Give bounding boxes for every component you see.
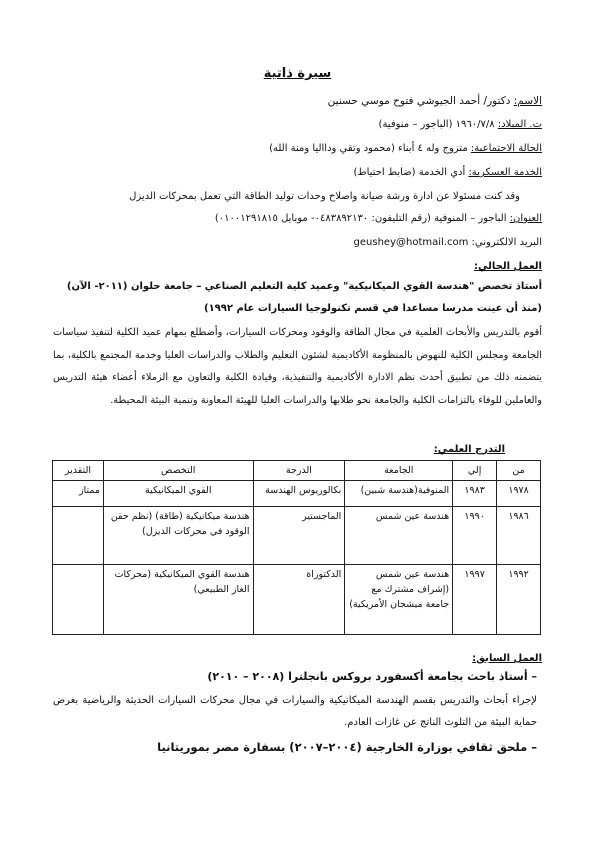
cell-degree: بكالوريوس الهندسة (253, 481, 345, 507)
cell-university: هندسة عين شمس (345, 507, 453, 565)
cell-specialization: هندسة القوي الميكانيكية (محركات الغاز الطبيعي) (103, 565, 253, 635)
col-header-specialization: التخصص (103, 461, 253, 481)
page-title: سيرة ذاتية (263, 66, 332, 81)
current-job-description: أقوم بالتدريس والأبحاث العلمية في مجال الطاقة والوقود ومحركات السيارات، وأضطلع بمهام عميد الكلية لتنفيذ سياسات الجامعة ومجلس الكلية للنهوض بالمنظومة الأكاديمية لشئون التعليم والطلاب والدراسات العليا وخدمة المجتمع بالكلية، بما يتضمنه ذلك من تطبيق أحدث نظم الادارة الأكاديمية والتنفيذية، وقيادة الكلية والتعاون مع الزملاء أعضاء هيئة التدريس والعاملين للوفاء بالتزامات الكلية والجامعة نحو طلابها والدراسات العليا للهيئة المعاونة وتنمية البيئة المحيطة. (53, 327, 542, 406)
cell-degree: الدكتوراة (253, 565, 345, 635)
military-value: أدي الخدمة (ضابط احتياط) (353, 167, 469, 178)
military-label: الخدمة العسكرية: (468, 167, 542, 178)
birth-line (53, 118, 542, 132)
cell-grade (53, 507, 104, 565)
table-row (53, 481, 541, 507)
table-header-row (53, 461, 541, 481)
cell-grade: ممتاز (53, 481, 104, 507)
cell-from: ١٩٨٦ (497, 507, 541, 565)
previous-job-1-title: – أستاذ باحث بجامعة أكسفورد بروكس بانجلترا (٢٠٠٨ – ٢٠١٠) (53, 670, 537, 684)
name-line (53, 94, 542, 108)
current-job-heading: العمل الحالي: (474, 261, 542, 272)
cell-specialization: هندسة ميكانيكية (طاقة) (نظم حقن الوقود في محركات الديزل) (103, 507, 253, 565)
previous-job-heading: العمل السابق: (472, 653, 542, 664)
cell-to: ١٩٩٧ (453, 565, 497, 635)
cell-grade (53, 565, 104, 635)
cell-degree: الماجستير (253, 507, 345, 565)
social-line (53, 142, 542, 156)
cell-university: المنوفية(هندسة شبين) (345, 481, 453, 507)
cell-from: ١٩٧٨ (497, 481, 541, 507)
previous-job-2-title: – ملحق ثقافي بوزارة الخارجية (٢٠٠٤–٢٠٠٧) بسفارة مصر بموريتانيا (53, 740, 537, 754)
cell-from: ١٩٩٢ (497, 565, 541, 635)
cell-specialization: القوي الميكانيكية (103, 481, 253, 507)
cell-to: ١٩٨٣ (453, 481, 497, 507)
current-job-title: أستاذ تخصص "هندسة القوي الميكانيكية" وعميد كلية التعليم الصناعي – جامعة حلوان (٢٠١١- الآن) (66, 281, 542, 292)
social-label: الحالة الاجتماعية: (470, 143, 542, 154)
military-note: وقد كنت مسئولا عن ادارة ورشة صيانة واصلاح وحدات توليد الطاقة التي تعمل بمحركات الديزل (129, 191, 520, 202)
address-label: العنوان: (509, 213, 542, 224)
email-value: geushey@hotmail.com (353, 237, 472, 248)
col-header-degree: الدرجة (253, 461, 345, 481)
col-header-university: الجامعة (345, 461, 453, 481)
email-line (53, 236, 542, 250)
graduation-table (52, 460, 541, 635)
col-header-to: إلي (453, 461, 497, 481)
address-line (53, 212, 542, 226)
email-label: البريد الالكتروني: (471, 237, 542, 248)
grad-heading: التدرج العلمي: (433, 444, 505, 455)
col-header-from: من (497, 461, 541, 481)
military-line (53, 166, 542, 180)
previous-job-1-description: لإجراء أبحاث والتدريس بقسم الهندسة الميكانيكية والسيارات في مجال محركات السيارات الحديثة والرياضية بغرض حماية البيئة من التلوث الناتج عن غازات العادم. (53, 695, 537, 728)
social-value: متزوج وله ٤ أبناء (محمود وتقي ودااليا ومنة الله) (269, 143, 471, 154)
name-value: دكتور/ أحمد الجيوشي فتوح موسي حسنين (327, 95, 514, 107)
address-value: الباجور – المنوفية (رقم التليفون: ٠٤٨٣٨٩٢١٣٠- موبايل ٠١٠٠١٢٩١٨١٥) (214, 213, 510, 224)
cell-to: ١٩٩٠ (453, 507, 497, 565)
name-label: الاسم: (513, 95, 542, 107)
birth-label: ت. الميلاد: (497, 119, 542, 130)
birth-value: ١٩٦٠/٧/٨ (الباجور – منوفية) (378, 119, 498, 130)
col-header-grade: التقدير (53, 461, 104, 481)
table-row (53, 565, 541, 635)
current-job-since: (منذ أن عينت مدرسا مساعدا في قسم تكنولوجيا السيارات عام ١٩٩٢) (203, 303, 542, 314)
cell-university: هندسة عين شمس (إشراف مشترك مع جامعة ميشجان الأمريكية) (345, 565, 453, 635)
table-row (53, 507, 541, 565)
